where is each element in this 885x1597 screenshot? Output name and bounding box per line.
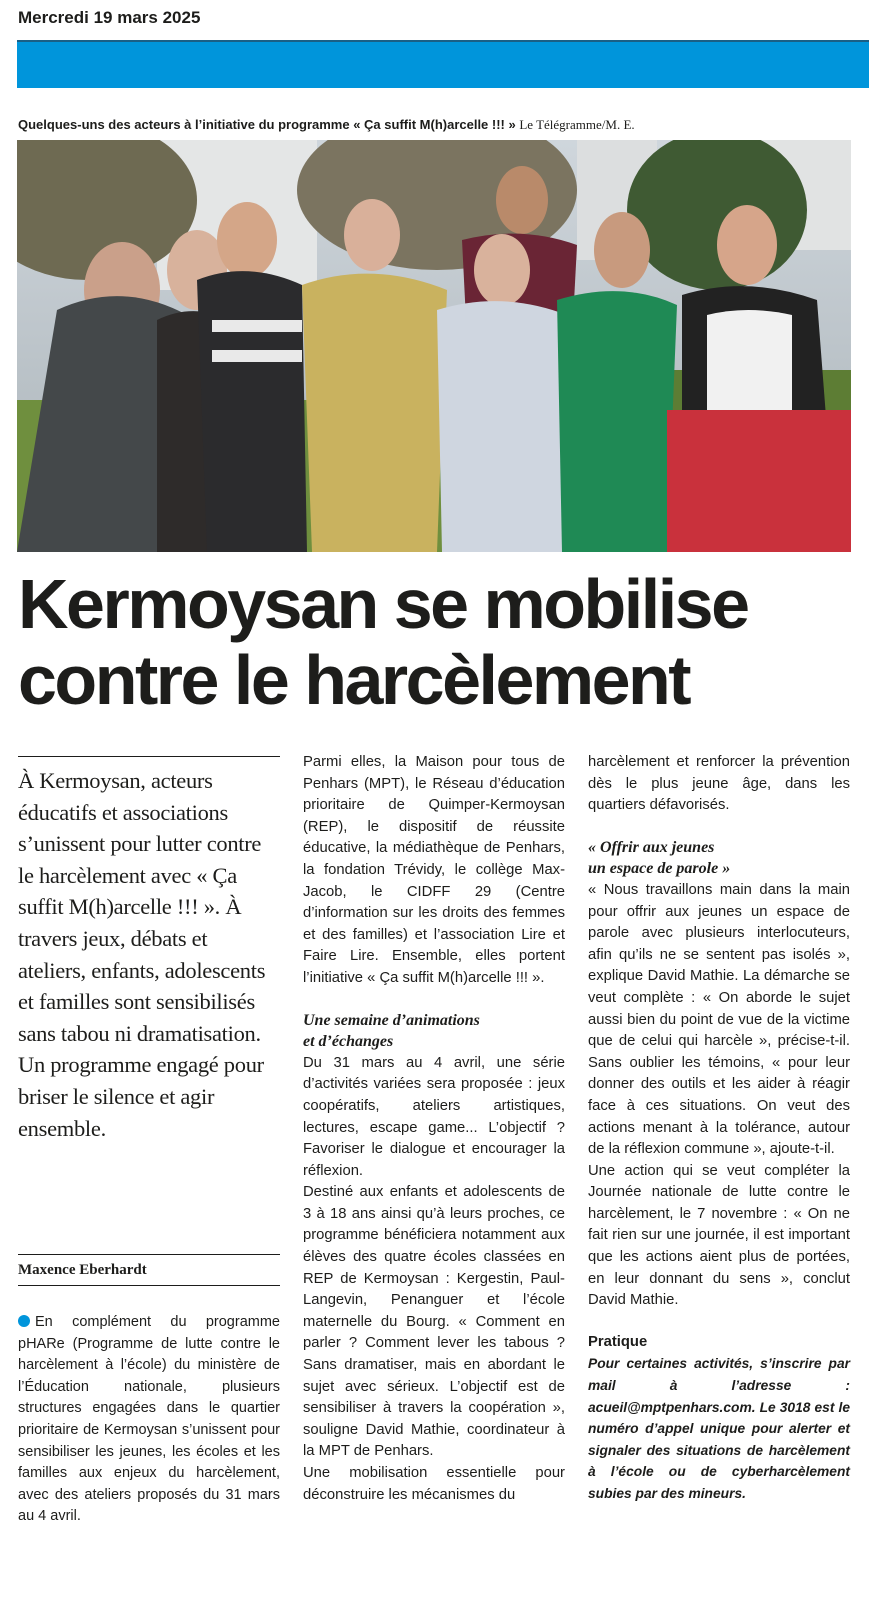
paragraph: Parmi elles, la Maison pour tous de Penhars (MPT), le Réseau d’éducation prioritaire de Quimper-Kermoysan (REP), le dispositif de réussite éducative, la médiathèque de Penhars, la fondation Trévidy, le collège Max-Jacob, le CIDFF 29 (Centre d’information sur les droits des femmes et des familles) et l’association Lire et Faire Lire. Ensemble, elles portent l’initiative « Ça suffit M(h)arcelle !!! ». [303,754,565,986]
subheading [588,837,850,880]
publication-date: Mercredi 19 mars 2025 [18,8,201,27]
byline [18,1254,280,1286]
subheading [303,1010,565,1053]
subheading-line-1: « Offrir aux jeunes [588,838,715,856]
paragraph: Une action qui se veut compléter la Journée nationale de lutte contre le harcèlement, le 7 novembre : « On ne fait rien sur une journée, il est important que les actions aient plus de portées, en leur donnant du sens », conclut David Mathie. [588,1162,850,1309]
article-headline [18,566,858,718]
headline-line-1: Kermoysan se mobilise [18,565,748,643]
subheading-line-2: un espace de parole » [588,860,731,878]
pratique-text: Pour certaines activités, s’inscrire par mail à l’adresse : acueil@mptpenhars.com. Le 3018 est le numéro d’appel unique pour alerter et signaler des situations de harcèlement à l’école ou de cyberharcèlement subies par des mineurs. [588,1356,850,1501]
paragraph: Destiné aux enfants et adolescents de 3 à 18 ans ainsi qu’à leurs proches, ce programme bénéficiera notamment aux élèves des quatre écoles classées en REP de Kermoysan : Kergestin, Paul-Langevin, Penanguer et l’école maternelle du Bourg. « Comment en parler ? Comment lever les tabous ? Sans dramatiser, mais en abordant le sujet avec sérieux. L’objectif est de sensibiliser à travers la coopération », souligne David Mathie, coordinateur à la MPT de Penhars. [303,1184,565,1460]
chapo-column [18,756,280,1144]
headline-line-2: contre le harcèlement [18,641,690,719]
subheading-line-1: Une semaine d’animations [303,1011,480,1029]
author-name: Maxence Eberhardt [18,1262,147,1278]
group-photo-illustration [17,140,851,552]
section-banner [17,40,869,88]
photo-credit: Le Télégramme/M. E. [519,117,635,132]
chapo-text: À Kermoysan, acteurs éducatifs et associations s’unissent pour lutter contre le harcèlement avec « Ça suffit M(h)arcelle !!! ». À travers jeux, débats et ateliers, enfants, adolescents et familles sont sensibilisés sans tabou ni dramatisation. Un programme engagé pour briser le silence et agir ensemble. [18,768,266,1141]
pratique-heading: Pratique [588,1333,648,1350]
spacer [588,817,850,837]
lede-paragraph [18,1312,280,1528]
subheading-line-2: et d’échanges [303,1033,394,1051]
article-column-3 [588,752,850,1505]
paragraph: Du 31 mars au 4 avril, une série d’activités variées sera proposée : jeux coopératifs, ateliers artistiques, lectures, escape game... L’objectif ? Favoriser le dialogue et encourager la réflexion. [303,1054,565,1179]
photo-caption [18,117,635,133]
spacer [303,990,565,1010]
paragraph: « Nous travaillons main dans la main pour offrir aux jeunes un espace de parole avec plusieurs interlocuteurs, afin qu’ils ne se sentent pas isolés », explique David Mathie. La démarche se veut complète : « On aborde le sujet aussi bien du point de vue de la victime que de celui qui harcèle », précise-t-il. Sans oublier les témoins, « pour leur donner des outils et les aider à réagir face à ces situations. On veut des actions menant à la tolérance, autour de la réflexion commune », ajoute-t-il. [588,881,850,1158]
article-column-2 [303,752,565,1506]
caption-text: Quelques-uns des acteurs à l’initiative du programme « Ça suffit M(h)arcelle !!! » [18,117,516,132]
paragraph: Une mobilisation essentielle pour déconstruire les mécanismes du [303,1465,565,1503]
paragraph: harcèlement et renforcer la prévention dès le plus jeune âge, dans les quartiers défavorisés. [588,754,850,814]
bullet-dot-icon [18,1315,30,1327]
group-photo [17,140,851,552]
spacer [588,1312,850,1332]
lede-text: En complément du programme pHARe (Programme de lutte contre le harcèlement à l’école) du ministère de l’Éducation nationale, plusieurs structures engagées dans le quartier prioritaire de Kermoysan s’unissent pour sensibiliser les jeunes, les écoles et les familles aux enjeux du harcèlement, avec des ateliers proposés du 31 mars au 4 avril. [18,1314,280,1525]
